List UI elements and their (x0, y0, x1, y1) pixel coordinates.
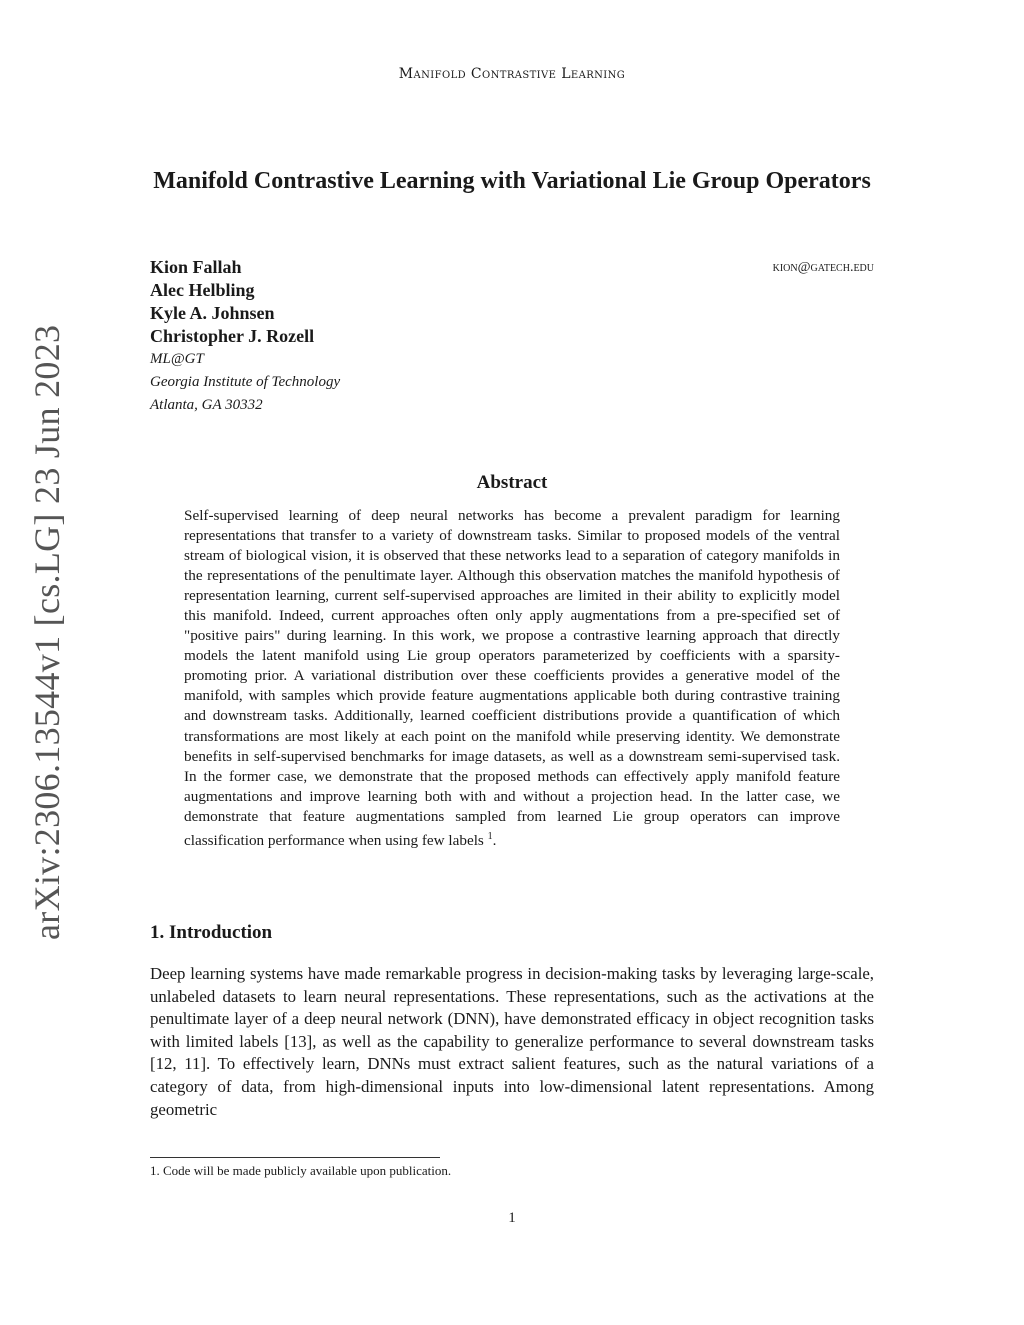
affiliation-location: Atlanta, GA 30332 (150, 397, 263, 413)
author-block (150, 256, 874, 417)
page-number: 1 (508, 1210, 516, 1226)
footnote-marker: 1 (487, 830, 493, 842)
paper-title: Manifold Contrastive Learning with Variational Lie Group Operators (153, 168, 871, 194)
running-head: Manifold Contrastive Learning (398, 66, 626, 82)
footnote-divider (150, 1157, 440, 1158)
abstract-body (184, 506, 840, 851)
affiliation-institute: Georgia Institute of Technology (150, 374, 341, 390)
author-email: kion@gatech.edu (772, 260, 874, 275)
affiliation-lab: ML@GT (150, 351, 204, 367)
author-name: Alec Helbling (150, 280, 255, 300)
author-name: Christopher J. Rozell (150, 326, 315, 346)
author-name: Kyle A. Johnsen (150, 303, 275, 323)
section-heading-introduction: 1. Introduction (150, 922, 273, 943)
footnote: 1. Code will be made publicly available upon publication. (150, 1163, 452, 1178)
author-name: Kion Fallah (150, 257, 242, 277)
introduction-paragraph: Deep learning systems have made remarkable progress in decision-making tasks by leveraging large-scale, unlabeled datasets to learn neural representations. These representations, such as the activations at the penultimate layer of a deep neural network (DNN), have demonstrated efficacy in object recognition tasks with limited labels [13], as well as the capability to generalize performance to several downstream tasks [12, 11]. To effectively learn, DNNs must extract salient features, such as the natural variations of a category of data, from high-dimensional inputs into low-dimensional latent representations. Among geometric (150, 964, 874, 1119)
arxiv-identifier-stamp: arXiv:2306.13544v1 [cs.LG] 23 Jun 2023 (27, 324, 67, 940)
abstract-heading: Abstract (476, 472, 548, 493)
abstract-end: . (492, 831, 497, 849)
abstract-text: Self-supervised learning of deep neural networks has become a prevalent paradigm for learning representations that transfer to a variety of downstream tasks. Similar to proposed models of the ventral stream of biological vision, it is observed that these networks lead to a separation of category manifolds in the representations of the penultimate layer. Although this observation matches the manifold hypothesis of representation learning, current self-supervised approaches are limited in their ability to explicitly model this manifold. Indeed, current approaches often only apply augmentations from a pre-specified set of "positive pairs" during learning. In this work, we propose a contrastive learning approach that directly models the latent manifold using Lie group operators parameterized by coefficients with a sparsity-promoting prior. A variational distribution over these coefficients provides a generative model of the manifold, with samples which provide feature augmentations applicable both during contrastive training and downstream tasks. Additionally, learned coefficient distributions provide a quantification of which transformations are most likely at each point on the manifold while preserving identity. We demonstrate benefits in self-supervised benchmarks for image datasets, as well as a downstream semi-supervised task. In the former case, we demonstrate that the proposed methods can effectively apply manifold feature augmentations and improve learning both with and without a projection head. In the latter case, we demonstrate that feature augmentations sampled from learned Lie group operators can improve classification performance when using few labels (184, 507, 840, 849)
